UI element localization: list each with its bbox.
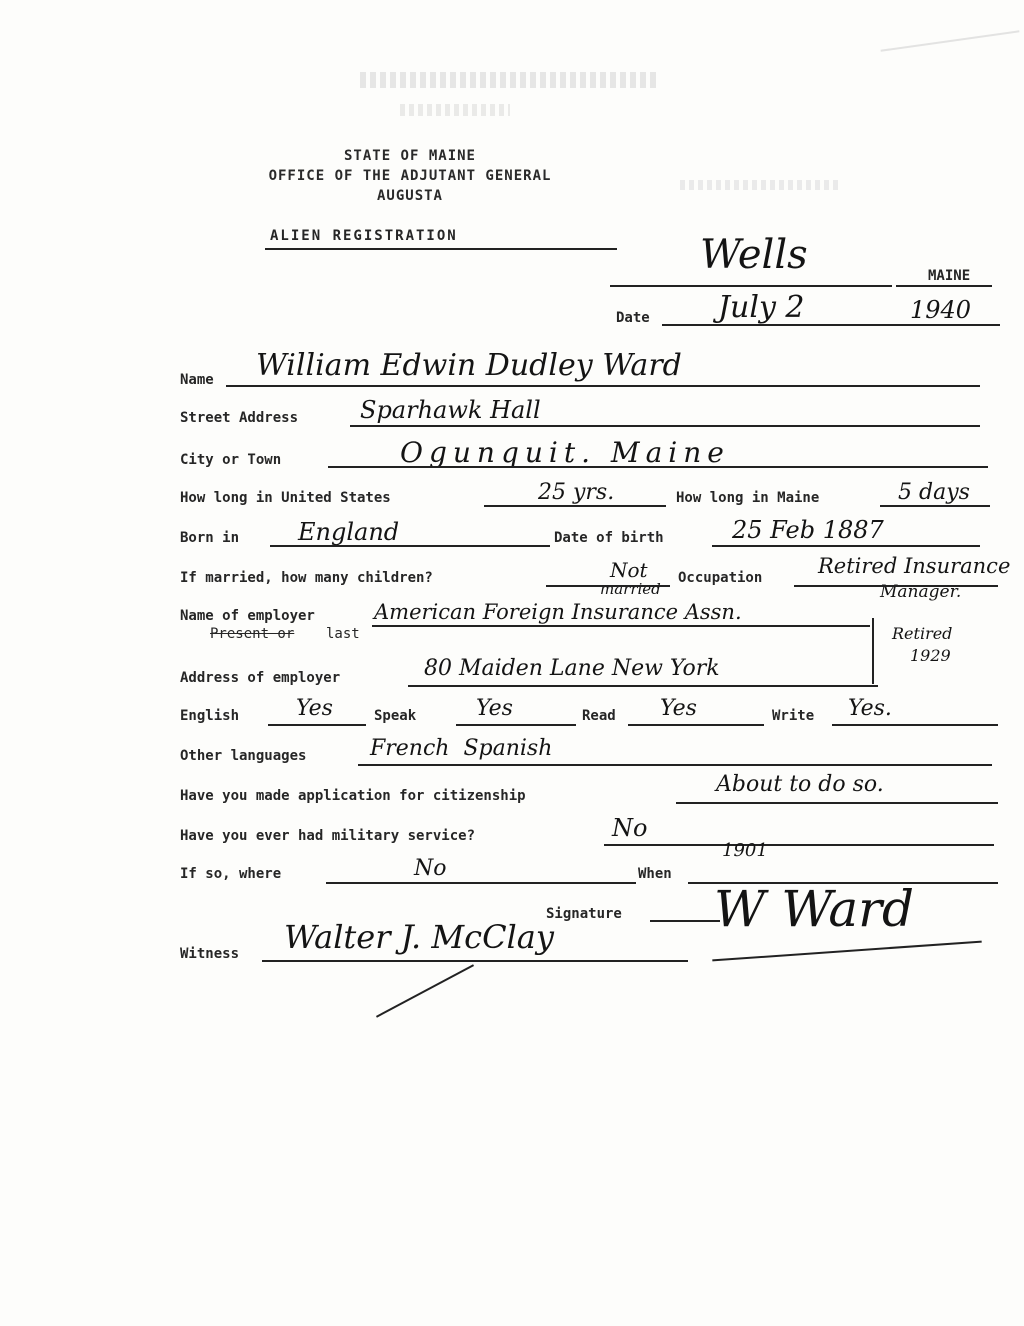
date-label: Date (616, 310, 650, 326)
where-value: No (414, 856, 447, 881)
occupation-label: Occupation (678, 570, 763, 586)
dob-rule (712, 545, 980, 547)
date-rule (662, 324, 1000, 326)
state-rule (896, 285, 992, 287)
other-lang-value: French Spanish (370, 736, 553, 761)
retired-note-line2: 1929 (910, 646, 951, 665)
citizenship-value: About to do so. (716, 772, 884, 797)
street-rule (350, 425, 980, 427)
how-long-us-label: How long in United States (180, 490, 391, 506)
speak-rule (456, 724, 576, 726)
signature-rule (650, 920, 720, 922)
children-value: Not (610, 558, 648, 582)
last-label: last (326, 626, 360, 642)
town-rule (610, 285, 892, 287)
employer-label: Name of employer (180, 608, 315, 624)
born-in-label: Born in (180, 530, 240, 546)
how-long-us-value: 25 yrs. (538, 480, 615, 505)
employer-addr-rule (408, 685, 878, 687)
witness-label: Witness (180, 946, 240, 962)
when-value: 1901 (722, 840, 768, 861)
header-city: AUGUSTA (376, 188, 443, 204)
citizenship-rule (676, 802, 998, 804)
other-lang-label: Other languages (180, 748, 307, 764)
page-crease (881, 30, 1020, 51)
employer-addr-value: 80 Maiden Lane New York (424, 656, 720, 681)
name-value: William Edwin Dudley Ward (256, 348, 682, 383)
state-label: MAINE (928, 268, 971, 284)
how-long-maine-rule (880, 505, 990, 507)
write-value: Yes. (848, 696, 892, 721)
employer-addr-label: Address of employer (180, 670, 341, 686)
street-label: Street Address (180, 410, 299, 426)
speak-label: Speak (374, 708, 417, 724)
children-rule (546, 585, 670, 587)
town-value: Wells (700, 232, 808, 278)
occupation-above: Manager. (880, 582, 962, 602)
other-lang-rule (358, 764, 992, 766)
header-office: OFFICE OF THE ADJUTANT GENERAL (268, 168, 552, 184)
retired-brace (872, 618, 886, 684)
street-value: Sparhawk Hall (360, 396, 541, 424)
where-rule (326, 882, 636, 884)
read-rule (628, 724, 764, 726)
name-label: Name (180, 372, 214, 388)
occupation-value: Retired Insurance (818, 554, 1011, 578)
military-label: Have you ever had military service? (180, 828, 476, 844)
witness-flourish (376, 964, 474, 1017)
date-year: 1940 (910, 296, 972, 324)
form-title: ALIEN REGISTRATION (270, 228, 458, 244)
city-label: City or Town (180, 452, 282, 468)
english-label: English (180, 708, 240, 724)
form-title-rule (265, 248, 617, 250)
bleed-through-right (680, 180, 840, 190)
english-value: Yes (296, 696, 333, 721)
born-in-value: England (298, 518, 400, 546)
present-or-label: Present or (210, 626, 295, 642)
bleed-through-top-2 (400, 104, 510, 116)
military-rule (604, 844, 994, 846)
speak-value: Yes (476, 696, 513, 721)
born-in-rule (270, 545, 550, 547)
employer-rule (372, 625, 870, 627)
where-label: If so, where (180, 866, 282, 882)
how-long-us-rule (484, 505, 666, 507)
dob-label: Date of birth (554, 530, 664, 546)
write-label: Write (772, 708, 815, 724)
citizenship-label: Have you made application for citizenship (180, 788, 526, 804)
occupation-rule (794, 585, 998, 587)
signature-value: W Ward (714, 880, 915, 938)
name-rule (226, 385, 980, 387)
english-rule (268, 724, 366, 726)
header-state: STATE OF MAINE (343, 148, 476, 164)
children-above: married (600, 580, 661, 598)
date-month-day: July 2 (718, 290, 805, 325)
children-label: If married, how many children? (180, 570, 433, 586)
retired-note-line1: Retired (892, 624, 953, 643)
city-rule (328, 466, 988, 468)
witness-value: Walter J. McClay (284, 918, 554, 956)
witness-rule (262, 960, 688, 962)
when-label: When (638, 866, 672, 882)
read-value: Yes (660, 696, 697, 721)
how-long-maine-value: 5 days (898, 480, 970, 505)
military-value: No (612, 814, 648, 842)
employer-value: American Foreign Insurance Assn. (374, 600, 742, 624)
signature-label: Signature (546, 906, 622, 922)
how-long-maine-label: How long in Maine (676, 490, 820, 506)
signature-flourish (712, 941, 981, 962)
read-label: Read (582, 708, 616, 724)
city-value: Ogunquit. Maine (400, 436, 730, 469)
bleed-through-top (360, 72, 660, 88)
write-rule (832, 724, 998, 726)
dob-value: 25 Feb 1887 (732, 516, 884, 544)
